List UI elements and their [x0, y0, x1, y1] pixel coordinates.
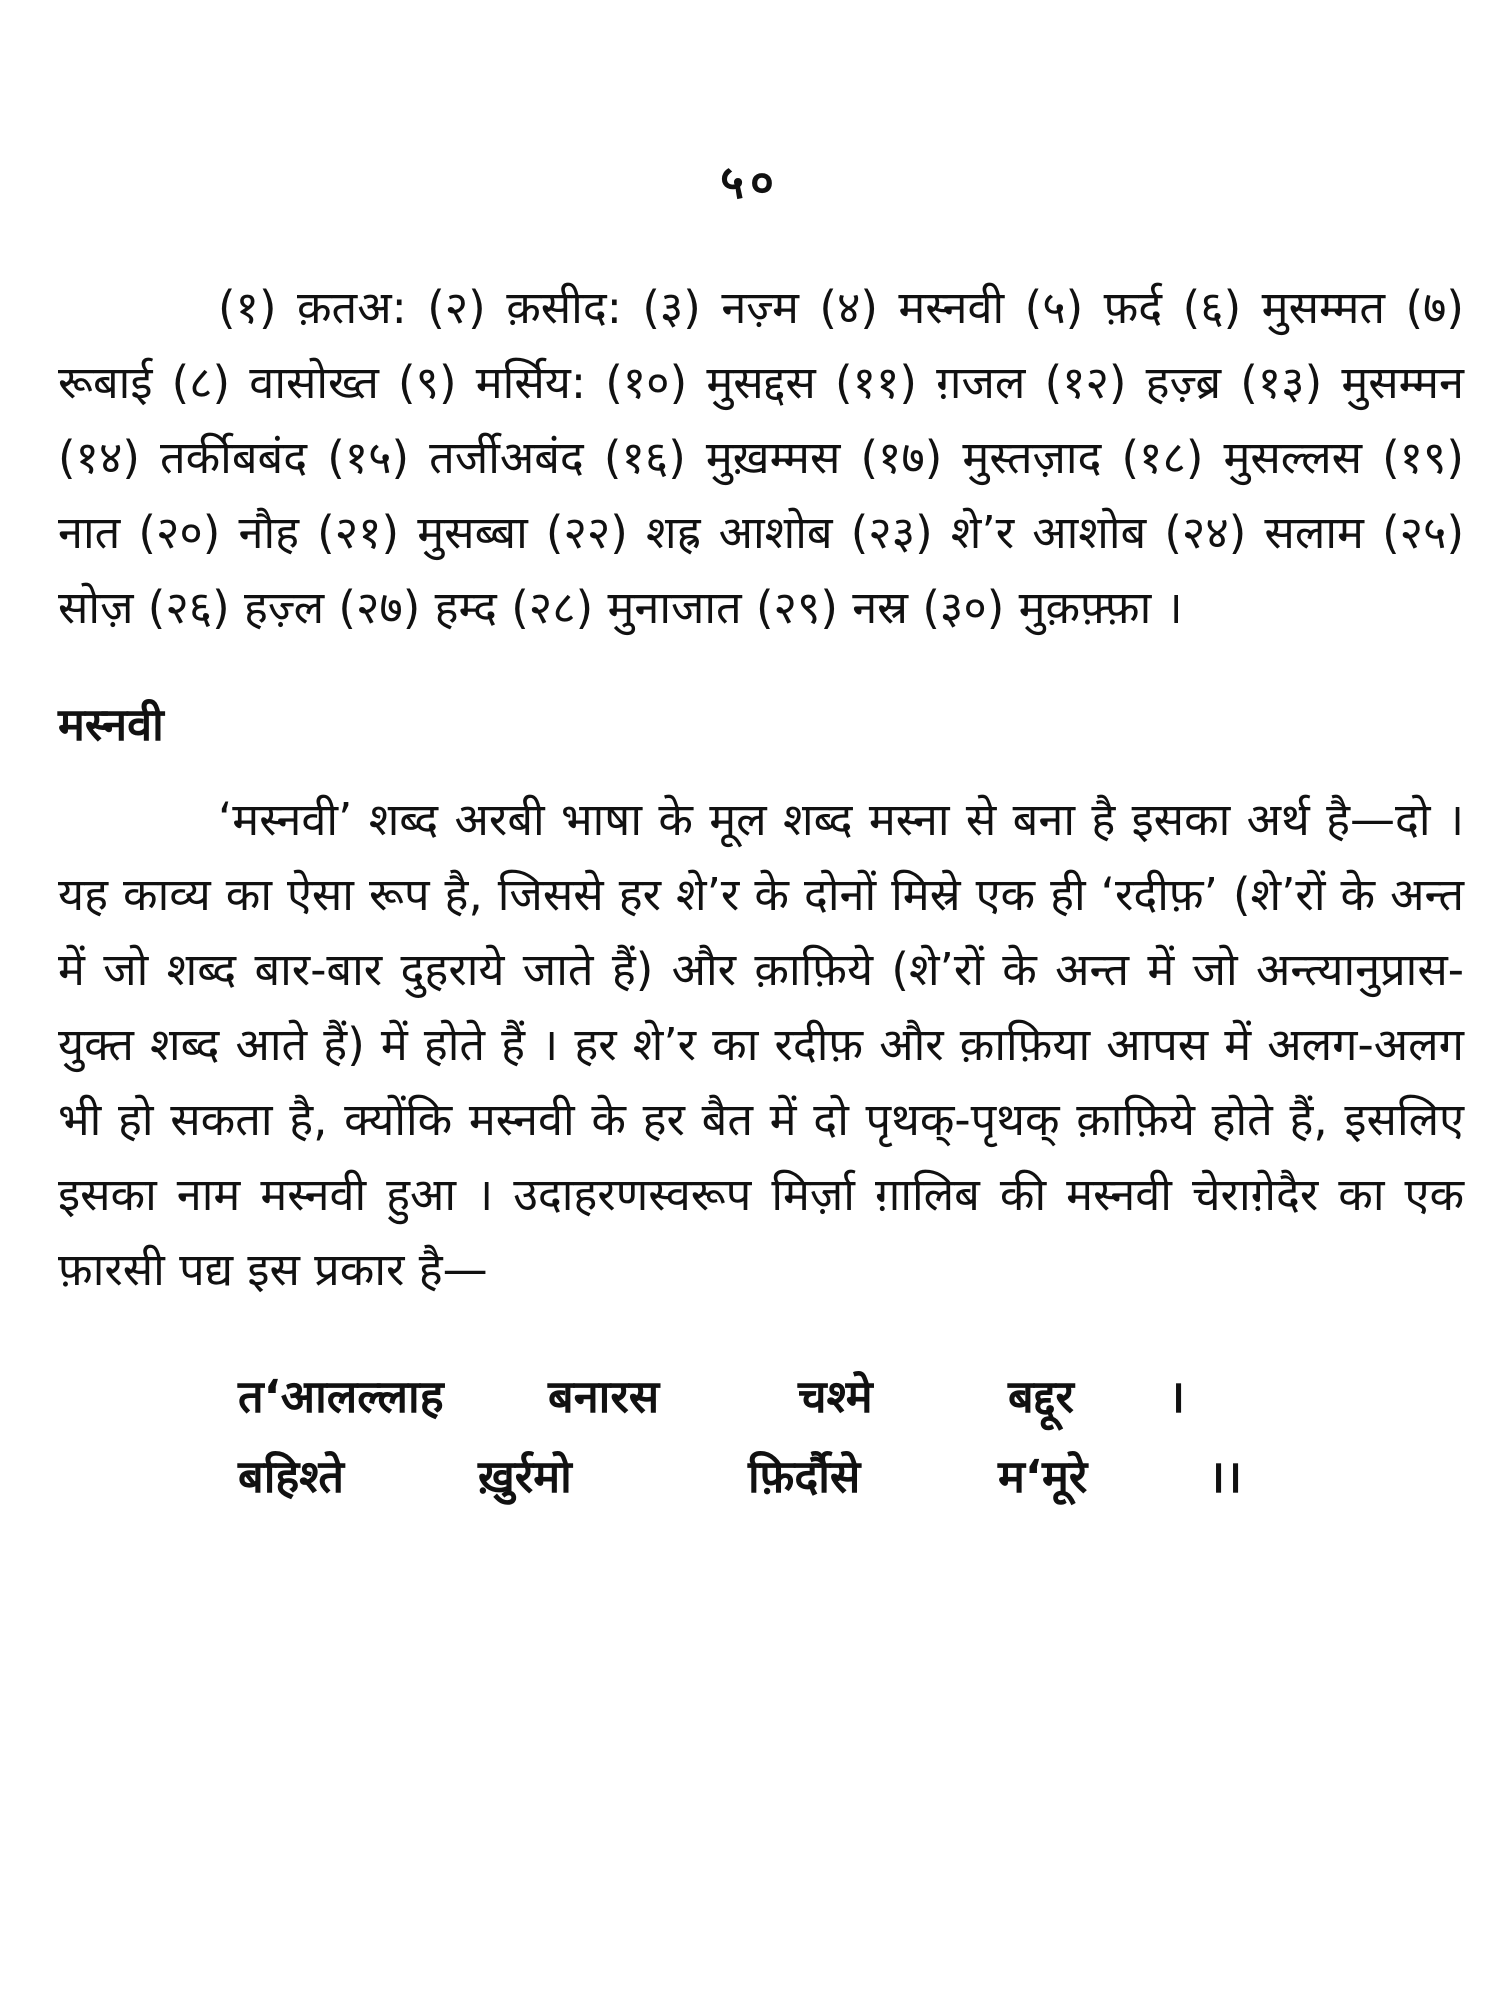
verse-word: म‘मूरे	[998, 1450, 1088, 1503]
verse-word: बनारस	[548, 1370, 660, 1423]
verse-word: बहिश्ते	[238, 1450, 345, 1503]
verse-double-danda: ।।	[1208, 1450, 1243, 1503]
verse-word: फ़िर्दौसे	[748, 1450, 861, 1503]
verse-line-1	[238, 1357, 1464, 1437]
genre-list-paragraph	[58, 270, 1464, 645]
verse-word: ख़ुर्रमो	[478, 1450, 572, 1503]
page-content	[58, 270, 1464, 1517]
page-number: ५०	[720, 155, 780, 209]
genre-list-text: (१) क़तअ: (२) क़सीद: (३) नज़्म (४) मस्नवी (५) फ़र्द (६) मुसम्मत (७) रूबाई (८) वासोख्त (९) मर्सिय: (१०) मुसद्दस (११) ग़जल (१२) हज़्ब्र (१३) मुसम्मन (१४) तर्कीबबंद (१५) तर्जीअबंद (१६) मुख़म्मस (१७) मुस्तज़ाद (१८) मुसल्लस (१९) नात (२०) नौह (२१) मुसब्बा (२२) शह्र आशोब (२३) शे’र आशोब (२४) सलाम (२५) सोज़ (२६) हज़्ल (२७) हम्द (२८) मुनाजात (२९) नस्र (३०) मुक़फ़्फ़ा ।	[58, 281, 1464, 634]
verse-word: बद्दूर	[1008, 1370, 1074, 1423]
section-heading: मस्नवी	[58, 698, 164, 751]
masnavi-paragraph	[58, 782, 1464, 1307]
verse-block	[58, 1357, 1464, 1517]
verse-word: चश्मे	[798, 1370, 873, 1423]
verse-line-2	[238, 1437, 1464, 1517]
masnavi-text: ‘मस्नवी’ शब्द अरबी भाषा के मूल शब्द मस्ना से बना है इसका अर्थ है—दो । यह काव्य का ऐसा रूप है, जिससे हर शे’र के दोनों मिस्रे एक ही ‘रदीफ़’ (शे’रों के अन्त में जो शब्द बार-बार दुहराये जाते हैं) और क़ाफ़िये (शे’रों के अन्त में जो अन्त्यानुप्रास-युक्त शब्द आते हैं) में होते हैं । हर शे’र का रदीफ़ और क़ाफ़िया आपस में अलग-अलग भी हो सकता है, क्योंकि मस्नवी के हर बैत में दो पृथक्-पृथक् क़ाफ़िये होते हैं, इसलिए इसका नाम मस्नवी हुआ । उदाहरणस्वरूप मिर्ज़ा ग़ालिब की मस्नवी चेराग़ेदैर का एक फ़ारसी पद्य इस प्रकार है—	[58, 793, 1464, 1296]
verse-danda: ।	[1168, 1370, 1186, 1423]
verse-word: त‘आलल्लाह	[238, 1370, 444, 1423]
